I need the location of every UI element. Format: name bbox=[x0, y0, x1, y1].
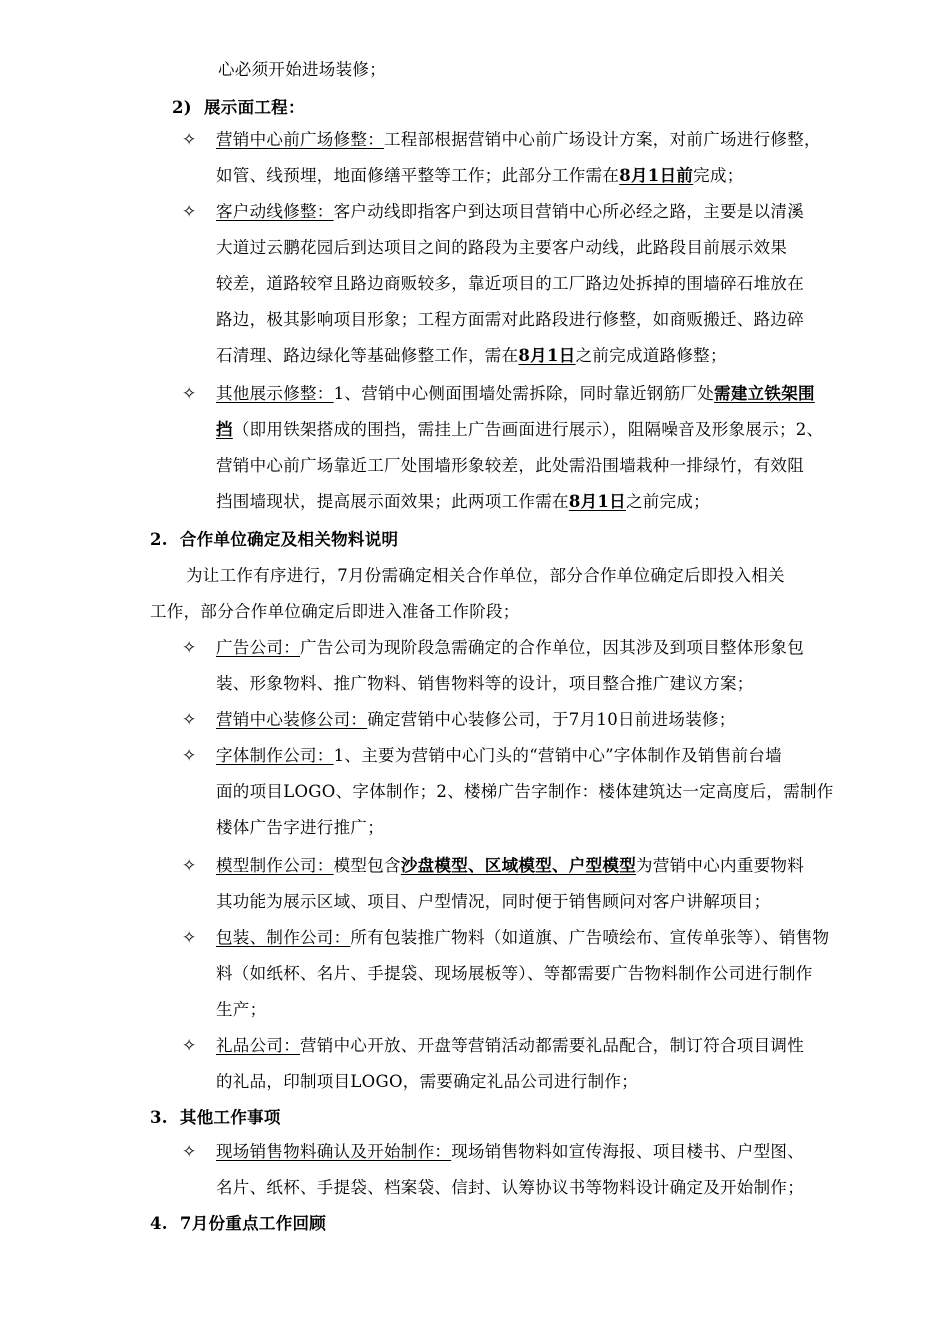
bullet-icon: ✧ bbox=[182, 638, 197, 658]
text-line bbox=[216, 1176, 804, 1200]
subheading-display-works bbox=[172, 96, 305, 120]
text-span: 的礼品，印制项目LOGO，需要确定礼品公司进行制作； bbox=[216, 1072, 638, 1091]
text-span: 3. 其他工作事项 bbox=[150, 1108, 281, 1127]
text-line bbox=[216, 128, 821, 152]
text-span: 2) 展示面工程： bbox=[172, 98, 305, 117]
section-heading-partners bbox=[150, 528, 398, 552]
text-line bbox=[150, 600, 520, 624]
text-span: 现场销售物料如宣传海报、项目楼书、户型图、 bbox=[451, 1142, 805, 1161]
text-line bbox=[216, 744, 782, 768]
bullet-icon: ✧ bbox=[182, 130, 197, 150]
text-span: 工程部根据营销中心前广场设计方案，对前广场进行修整， bbox=[384, 130, 821, 149]
emphasis-text: 挡 bbox=[216, 420, 233, 439]
text-span: 挡围墙现状，提高展示面效果；此两项工作需在 bbox=[216, 492, 569, 511]
text-line bbox=[216, 672, 754, 696]
text-span: 名片、纸杯、手提袋、档案袋、信封、认筹协议书等物料设计确定及开始制作； bbox=[216, 1178, 804, 1197]
text-span: （即用铁架搭成的围挡，需挂上广告画面进行展示），阻隔噪音及形象展示；2、 bbox=[232, 420, 824, 439]
text-line bbox=[218, 58, 386, 82]
emphasis-text: 沙盘模型、区域模型、户型模型 bbox=[400, 856, 637, 875]
bullet-title: 字体制作公司： bbox=[216, 746, 334, 765]
deadline-date: 8月1日前 bbox=[619, 166, 694, 185]
text-span: 1、营销中心侧面围墙处需拆除，同时靠近钢筋厂处 bbox=[333, 384, 715, 403]
text-span: 楼体广告字进行推广； bbox=[216, 818, 384, 837]
bullet-icon: ✧ bbox=[182, 1142, 197, 1162]
text-line bbox=[216, 418, 823, 442]
text-line bbox=[216, 1070, 638, 1094]
bullet-icon: ✧ bbox=[182, 384, 197, 404]
text-line bbox=[216, 382, 815, 406]
text-span: 为让工作有序进行，7月份需确定相关合作单位，部分合作单位确定后即投入相关 bbox=[186, 566, 785, 585]
bullet-title: 营销中心前广场修整： bbox=[216, 130, 384, 149]
text-span: 之前完成； bbox=[625, 492, 710, 511]
text-line bbox=[216, 854, 804, 878]
text-line bbox=[216, 344, 727, 368]
text-span: 模型包含 bbox=[333, 856, 401, 875]
bullet-title: 礼品公司： bbox=[216, 1036, 300, 1055]
text-span: 路边，极其影响项目形象；工程方面需对此路段进行修整，如商贩搬迁、路边碎 bbox=[216, 310, 804, 329]
bullet-title: 营销中心装修公司： bbox=[216, 710, 368, 729]
text-span: 广告公司为现阶段急需确定的合作单位，因其涉及到项目整体形象包 bbox=[300, 638, 804, 657]
bullet-icon: ✧ bbox=[182, 746, 197, 766]
text-span: 面的项目LOGO、字体制作；2、楼梯广告字制作：楼体建筑达一定高度后，需制作 bbox=[216, 782, 834, 801]
text-span: 生产； bbox=[216, 1000, 267, 1019]
text-line bbox=[216, 236, 787, 260]
deadline-date: 8月1日 bbox=[568, 492, 626, 511]
text-span: 工作，部分合作单位确定后即进入准备工作阶段； bbox=[150, 602, 520, 621]
text-line bbox=[216, 308, 804, 332]
text-span: 营销中心开放、开盘等营销活动都需要礼品配合，制订符合项目调性 bbox=[300, 1036, 804, 1055]
text-line bbox=[216, 200, 804, 224]
emphasis-text: 需建立铁架围 bbox=[714, 384, 815, 403]
text-line bbox=[216, 998, 266, 1022]
bullet-title: 包装、制作公司： bbox=[216, 928, 351, 947]
deadline-date: 8月1日 bbox=[518, 346, 576, 365]
section-heading-review bbox=[150, 1212, 326, 1236]
text-line bbox=[216, 1034, 804, 1058]
text-line bbox=[216, 890, 770, 914]
text-line bbox=[216, 636, 804, 660]
text-span: 所有包装推广物料（如道旗、广告喷绘布、宣传单张等）、销售物 bbox=[350, 928, 830, 947]
text-span: 1、主要为营销中心门头的“营销中心”字体制作及销售前台墙 bbox=[333, 746, 782, 765]
text-line bbox=[216, 1140, 804, 1164]
text-line bbox=[216, 164, 744, 188]
text-span: 较差，道路较窄且路边商贩较多，靠近项目的工厂路边处拆掉的围墙碎石堆放在 bbox=[216, 274, 804, 293]
bullet-title: 客户动线修整： bbox=[216, 202, 334, 221]
text-span: 如管、线预埋，地面修缮平整等工作；此部分工作需在 bbox=[216, 166, 620, 185]
text-line bbox=[216, 272, 804, 296]
text-span: 完成； bbox=[693, 166, 744, 185]
bullet-title: 模型制作公司： bbox=[216, 856, 334, 875]
bullet-icon: ✧ bbox=[182, 1036, 197, 1056]
text-line bbox=[216, 454, 804, 478]
section-heading-other bbox=[150, 1106, 281, 1130]
bullet-icon: ✧ bbox=[182, 202, 197, 222]
text-span: 营销中心前广场靠近工厂处围墙形象较差，此处需沿围墙栽种一排绿竹，有效阻 bbox=[216, 456, 804, 475]
bullet-title: 广告公司： bbox=[216, 638, 300, 657]
text-span: 石清理、路边绿化等基础修整工作，需在 bbox=[216, 346, 519, 365]
text-line bbox=[216, 708, 736, 732]
text-line bbox=[186, 564, 785, 588]
text-span: 之前完成道路修整； bbox=[575, 346, 727, 365]
bullet-title: 其他展示修整： bbox=[216, 384, 334, 403]
text-span: 大道过云鹏花园后到达项目之间的路段为主要客户动线，此路段目前展示效果 bbox=[216, 238, 788, 257]
text-line bbox=[216, 962, 813, 986]
text-span: 为营销中心内重要物料 bbox=[636, 856, 805, 875]
bullet-title: 现场销售物料确认及开始制作： bbox=[216, 1142, 452, 1161]
text-span: 确定营销中心装修公司，于7月10日前进场装修； bbox=[367, 710, 736, 729]
text-span: 4. 7月份重点工作回顾 bbox=[150, 1214, 327, 1233]
text-line bbox=[216, 490, 710, 514]
text-span: 2. 合作单位确定及相关物料说明 bbox=[150, 530, 399, 549]
text-span: 装、形象物料、推广物料、销售物料等的设计，项目整合推广建议方案； bbox=[216, 674, 754, 693]
bullet-icon: ✧ bbox=[182, 856, 197, 876]
text-line bbox=[216, 816, 384, 840]
text-line bbox=[216, 926, 829, 950]
bullet-icon: ✧ bbox=[182, 928, 197, 948]
text-span: 其功能为展示区域、项目、户型情况，同时便于销售顾问对客户讲解项目； bbox=[216, 892, 771, 911]
bullet-icon: ✧ bbox=[182, 710, 197, 730]
text-span: 料（如纸杯、名片、手提袋、现场展板等）、等都需要广告物料制作公司进行制作 bbox=[216, 964, 813, 983]
text-span: 心必须开始进场装修； bbox=[218, 60, 386, 79]
text-line bbox=[216, 780, 834, 804]
text-span: 客户动线即指客户到达项目营销中心所必经之路，主要是以清溪 bbox=[333, 202, 805, 221]
